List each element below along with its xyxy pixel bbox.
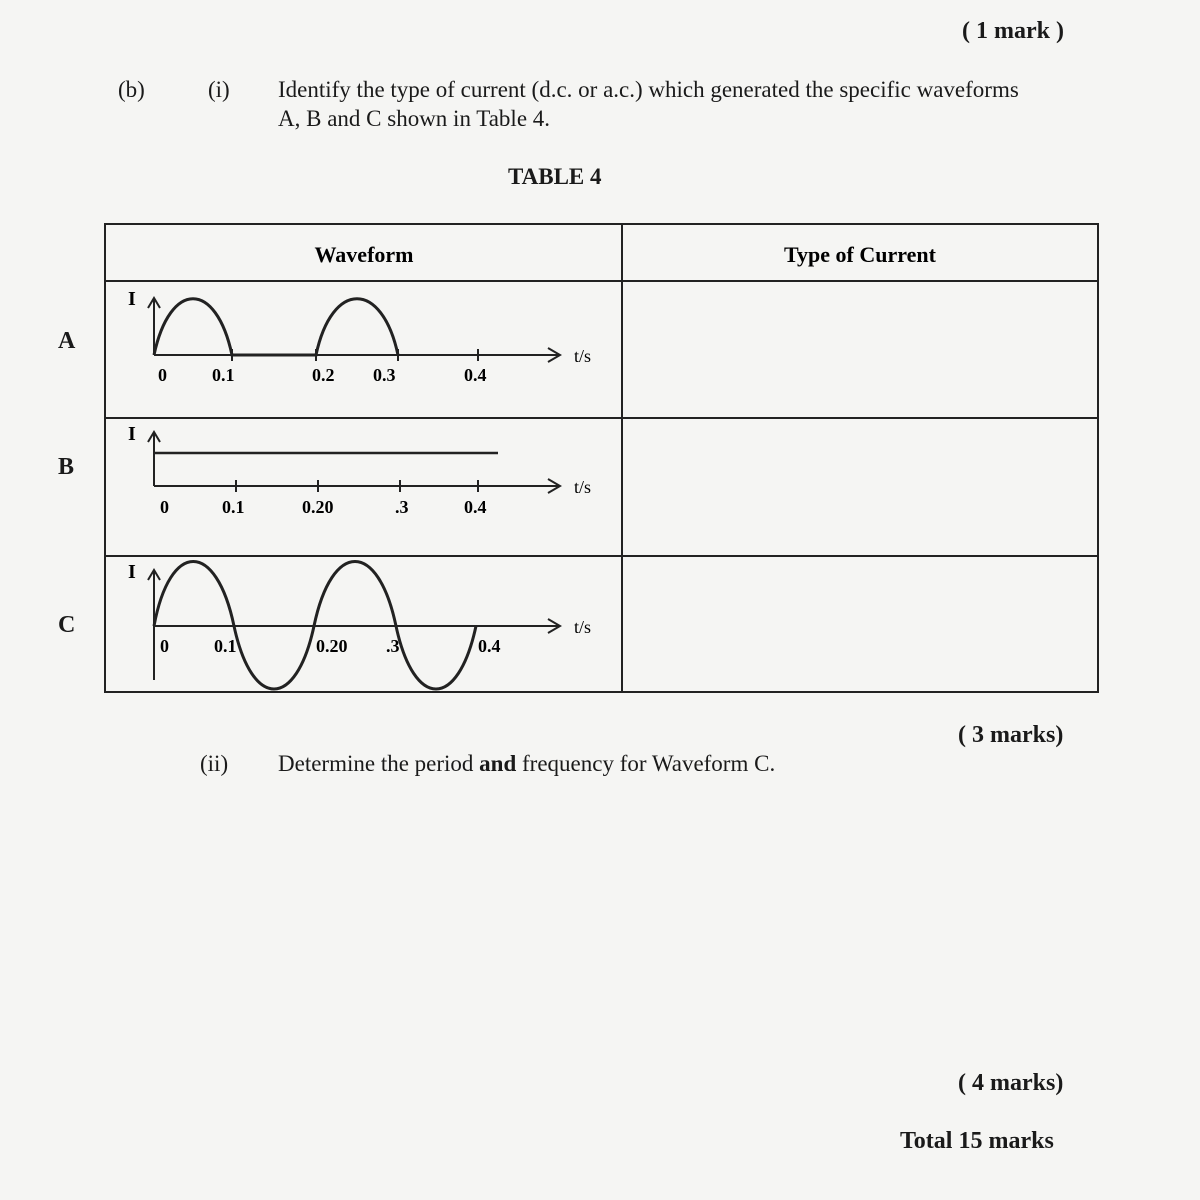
table-title: TABLE 4 bbox=[508, 164, 602, 189]
waveform-c-tick-label-2: 0.20 bbox=[316, 636, 348, 656]
waveform-c-tick-label-0: 0 bbox=[160, 636, 169, 656]
waveform-a-y-label: I bbox=[128, 288, 136, 310]
waveform-b-tick-label-4: 0.4 bbox=[464, 497, 487, 517]
row-label-b: B bbox=[58, 454, 75, 480]
total-marks: Total 15 marks bbox=[900, 1128, 1054, 1154]
table-border bbox=[105, 224, 1098, 692]
header-type-of-current: Type of Current bbox=[784, 242, 936, 267]
mark-4: ( 4 marks) bbox=[958, 1070, 1064, 1096]
waveform-a-tick-label-4: 0.4 bbox=[464, 365, 487, 385]
waveform-c bbox=[128, 561, 591, 689]
waveform-a-tick-label-1: 0.1 bbox=[212, 365, 235, 385]
mark-3: ( 3 marks) bbox=[958, 722, 1064, 748]
question-b-i-text-line1: Identify the type of current (d.c. or a.c.) which generated the specific waveforms bbox=[278, 77, 1019, 102]
question-b-i-label: (i) bbox=[208, 77, 230, 102]
waveform-b-x-label: t/s bbox=[574, 477, 592, 497]
question-b-i-text-line2: A, B and C shown in Table 4. bbox=[278, 106, 551, 131]
row-label-a: A bbox=[58, 328, 76, 354]
waveform-c-tick-label-4: 0.4 bbox=[478, 636, 501, 656]
waveform-c-y-label: I bbox=[128, 561, 136, 583]
header-waveform: Waveform bbox=[314, 242, 414, 267]
question-b-ii-label: (ii) bbox=[200, 751, 229, 776]
waveform-b-tick-label-3: .3 bbox=[395, 497, 409, 517]
row-label-c: C bbox=[58, 612, 76, 638]
waveform-c-tick-label-3: .3 bbox=[386, 636, 400, 656]
waveform-b-tick-label-2: 0.20 bbox=[302, 497, 334, 517]
question-b-ii-text: Determine the period and frequency for Waveform C. bbox=[278, 751, 776, 776]
waveform-b-tick-label-0: 0 bbox=[160, 497, 169, 517]
waveform-a-x-label: t/s bbox=[574, 346, 592, 366]
waveform-c-x-label: t/s bbox=[574, 617, 592, 637]
waveform-a-tick-label-2: 0.2 bbox=[312, 365, 335, 385]
waveform-b-y-label: I bbox=[128, 423, 136, 445]
waveform-a-curve bbox=[154, 299, 398, 355]
waveform-a-tick-label-3: 0.3 bbox=[373, 365, 396, 385]
mark-1: ( 1 mark ) bbox=[962, 18, 1064, 44]
question-b-label: (b) bbox=[118, 77, 145, 102]
waveform-b bbox=[128, 423, 591, 517]
waveform-a-tick-label-0: 0 bbox=[158, 365, 167, 385]
waveform-c-tick-label-1: 0.1 bbox=[214, 636, 237, 656]
waveform-a bbox=[128, 288, 591, 385]
waveform-b-tick-label-1: 0.1 bbox=[222, 497, 245, 517]
